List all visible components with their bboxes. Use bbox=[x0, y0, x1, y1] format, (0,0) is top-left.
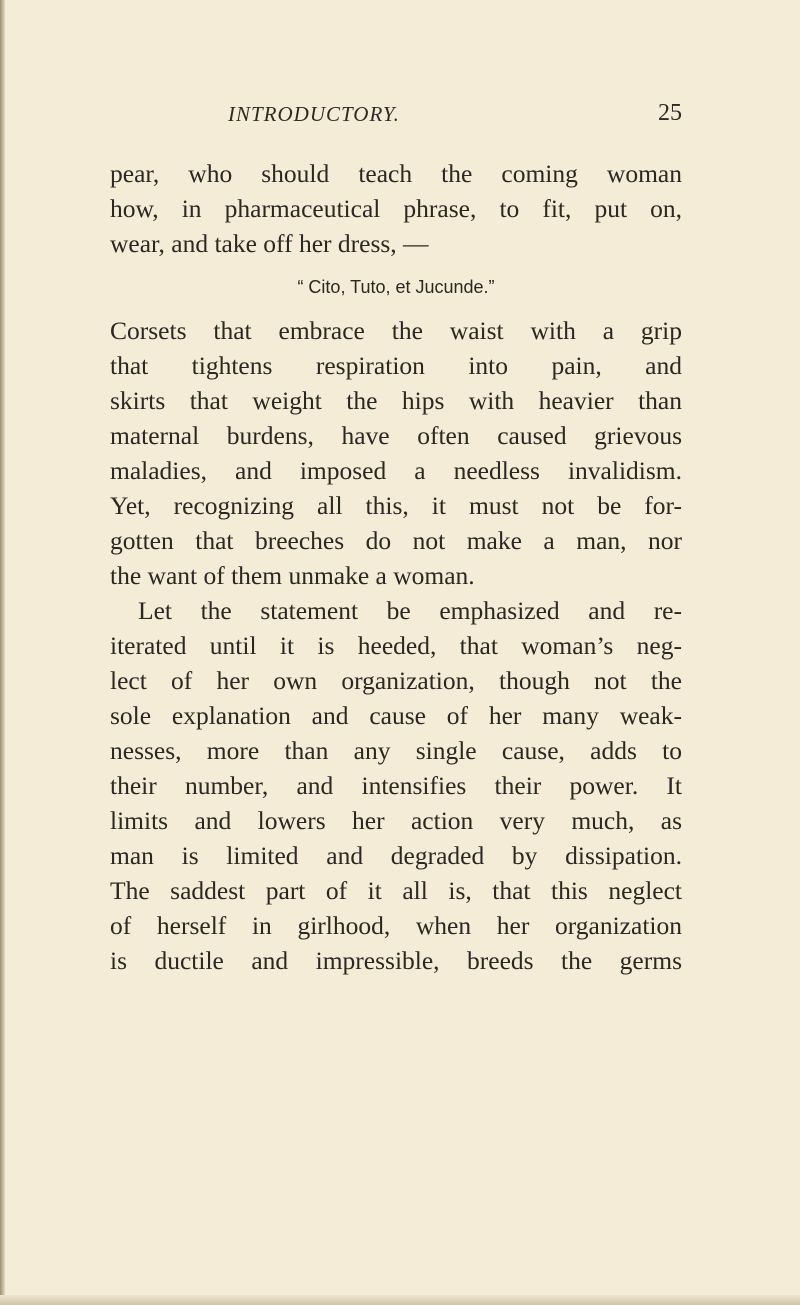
text-line: Corsets that embrace the waist with a grip bbox=[110, 316, 682, 345]
page-number: 25 bbox=[658, 100, 682, 126]
text-line: maladies, and imposed a needless invalidism. bbox=[110, 456, 682, 485]
page-left-edge bbox=[0, 0, 5, 1305]
text-line: pear, who should teach the coming woman bbox=[110, 159, 682, 188]
text-line: of herself in girlhood, when her organization bbox=[110, 911, 682, 940]
text-line: their number, and intensifies their power. It bbox=[110, 771, 682, 800]
text-line: iterated until it is heeded, that woman’s neg- bbox=[110, 631, 682, 660]
text-line: lect of her own organization, though not the bbox=[110, 666, 682, 695]
text-line: nesses, more than any single cause, adds to bbox=[110, 736, 682, 765]
motto: “ Cito, Tuto, et Jucunde.” bbox=[297, 277, 495, 297]
text-line: gotten that breeches do not make a man, nor bbox=[110, 526, 682, 555]
text-line: Let the statement be emphasized and re- bbox=[138, 596, 682, 625]
text-line: limits and lowers her action very much, as bbox=[110, 806, 682, 835]
text-line: The saddest part of it all is, that this neglect bbox=[110, 876, 682, 905]
page-bottom-edge bbox=[0, 1295, 800, 1305]
running-title: INTRODUCTORY. bbox=[228, 102, 400, 126]
text-line: skirts that weight the hips with heavier than bbox=[110, 386, 682, 415]
running-head bbox=[110, 100, 682, 134]
text-line: how, in pharmaceutical phrase, to fit, put on, bbox=[110, 194, 682, 223]
text-line: the want of them unmake a woman. bbox=[110, 561, 475, 590]
text-line: that tightens respiration into pain, and bbox=[110, 351, 682, 380]
text-line: sole explanation and cause of her many weak- bbox=[110, 701, 682, 730]
text-line: maternal burdens, have often caused grievous bbox=[110, 421, 682, 450]
body-text bbox=[110, 156, 682, 978]
text-line: wear, and take off her dress, — bbox=[110, 229, 429, 258]
text-line: Yet, recognizing all this, it must not be for- bbox=[110, 491, 682, 520]
text-line: man is limited and degraded by dissipation. bbox=[110, 841, 682, 870]
text-line: is ductile and impressible, breeds the germs bbox=[110, 946, 682, 975]
